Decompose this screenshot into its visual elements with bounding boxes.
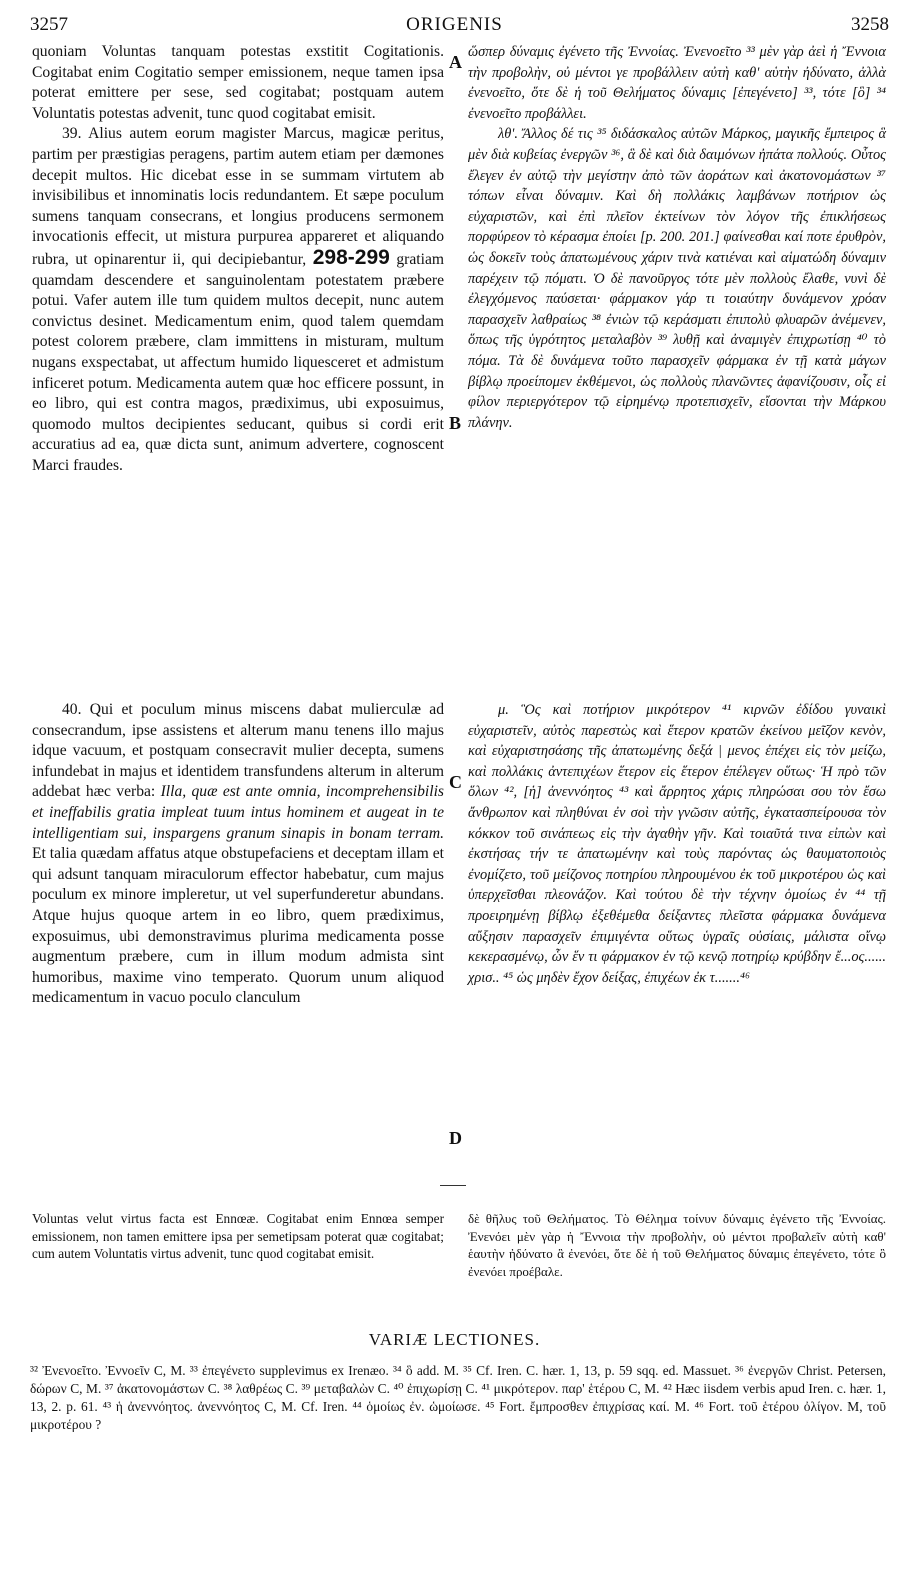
page-reference: 298-299 [312, 245, 390, 269]
section-divider [440, 1185, 466, 1186]
latin-paragraph-39-start: 39. Alius autem eorum magister Marcus, magicæ peritus, partim per præstigias peragens, partim autem etiam per dæmones decepit multos. Hic dicebat esse in se summam virtutem ab invisibilibus et innominatis locis redundantem. Et sæpe poculum sumens tanquam consecrans, et longius producens sermonem invocationis effecit, ut mistura purpurea appareret et aliquando rubra, ut opinarentur ii, qui decipiebantur, [32, 125, 444, 268]
greek-column-section-1 [468, 42, 886, 433]
latin-note-text: Voluntas velut virtus facta est Ennœæ. Cogitabat enim Ennœa semper emissionem, non tamen emittere ipsa per semetipsam poterat quæ cogitabat; cum autem Voluntatis virtus advenit, tunc quod cogitabat emisit. [32, 1211, 444, 1261]
greek-note-text: δὲ θῆλυς τοῦ Θελήματος. Τὸ Θέλημα τοίνυν δύναμις ἐγένετο τῆς Ἐννοίας. Ἐνενόει μὲν γὰρ ἡ Ἔννοια τὴν προβολὴν, οὐ μέντοι προβαλεῖν αὐτὴ καθ' ἑαυτὴν ἠδύνατο ἃ ἐνενόει, ὅτε δὲ ἡ τοῦ Θελήματος δύναμις ἐπεγένετο, τότε ὃ ἐνενόει προέβαλε. [468, 1211, 886, 1279]
latin-paragraph-39 [32, 124, 444, 476]
running-title: ORIGENIS [406, 14, 503, 35]
variae-lectiones-entries: ³² Ἐνενοεῖτο. Ἐννοεῖν C, M. ³³ ἐπεγένετο supplevimus ex Irenæo. ³⁴ ὃ add. M. ³⁵ Cf. Iren. C. hær. 1, 13, p. 59 sqq. ed. Massuet. ³⁶ ἐνεργῶν Christ. Petersen, δώρων C, M. ³⁷ ἀκατονομάστων C. ³⁸ λαθρέως C. ³⁹ μεταβαλὼν C. ⁴⁰ ἐπιχωρίσῃ C. ⁴¹ μικρότερον. παρ' ἑτέρου C, M. ⁴² Hæc iisdem verbis apud Iren. c. hær. 1, 13, 2. p. 61. ⁴³ ἡ ἀνεννόητος. ἀνεννόητος C, M. Cf. Iren. ⁴⁴ ὁμοίως ἐν. ὡμοίωσε. ⁴⁵ Fort. ἔμπροσθεν ἐπιχρίσας καί. M. ⁴⁶ Fort. τοῦ ἑτέρου ὀλίγον. M, τοῦ μικροτέρου ? [30, 1363, 886, 1432]
variae-lectiones-heading: VARIÆ LECTIONES. [368, 1330, 541, 1349]
latin-column-section-1 [32, 42, 444, 476]
latin-column-section-2 [32, 700, 444, 1009]
greek-paragraph-39: λθ'. Ἄλλος δέ τις ³⁵ διδάσκαλος αὐτῶν Μάρκος, μαγικῆς ἔμπειρος ἃ μὲν διὰ κυβείας ἐνεργῶν ³⁶, ἃ δὲ καὶ διὰ δαιμόνων ἠπάτα πολλούς. Οὗτος ἔλεγεν ἐν αὐτῷ τὴν μεγίστην ἀπὸ τῶν ἀοράτων καὶ ἀκατονομάστων ³⁷ τόπων εἶναι δύναμιν. Καὶ δὴ πολλάκις λαμβάνων ποτήριον ὡς εὐχαριστῶν, καὶ ἐπὶ πλεῖον ἐκτείνων τὸν λόγον τῆς ἐπικλήσεως πορφύρεον τὸ κέρασμα ἐποίει [p. 200. 201.] φαίνεσθαι καί ποτε ἐρυθρὸν, ὡς δοκεῖν τοὺς ἀπατωμένους χάριν τινὰ κατιέναι καὶ αἱματώδη δύναμιν παρέχειν τῷ πόματι. Ὁ δὲ πανοῦργος τότε μὲν πολλοὺς ἔλαθε, νυνὶ δὲ ἐλεγχόμενος παύσεται· φάρμακον γάρ τι τοιαύτην δυνάμενον χρόαν παρασχεῖν λαθραίως ³⁸ ἐνιὼν τῷ κεράσματι ἐπιπολὺ φλυαρῶν ἀνέμενεν, ὅπως τῆς ὑγρότητος μεταλαβὸν ³⁹ λυθῇ καὶ ἀναμιγὲν ἐπιχρωτίσῃ ⁴⁰ τὸ πόμα. Τὰ δὲ δυνάμενα τοῦτο παρασχεῖν φάρμακα ἐν τῇ κατὰ μάγων βίβλῳ προείπομεν ἐκθέμενοι, ὡς πολλοὺς πλανῶντες ἀφανίζουσιν, οἷς εἰ φίλον περιεργότερον τῷ εἰρημένῳ προτεπισχεῖν, εἴσονται τὴν Μάρκου πλάνην. [468, 126, 886, 431]
latin-quoted-prayer: Illa, quæ est ante omnia, incomprehensibilis et ineffabilis gratia impleat tuum intus hominem et augeat in te intelligentiam sui, inspargens granum sinapis in bonam terram. [32, 783, 444, 842]
margin-marker-d: D [449, 1128, 462, 1148]
variae-lectiones-text [30, 1362, 886, 1434]
latin-paragraph-39-end: gratiam quamdam descendere et sanguinolentam potestatem præbere potui. Vafer autem ille tum quidem multos decepit, nunc autem convictus desinet. Medicamentum enim, quod talem quemdam potest colorem præbere, clam immittens in misturam, multum nugans exspectabat, ut affectum humido liquesceret et admistum inficeret potum. Medicamenta autem quæ hoc efficere possunt, in eo libro, qui est contra magos, prædiximus, ubi exposuimus, quomodo multos decipientes seducant, quibus si cordi erit accuratius ad ea, quæ dicta sunt, animum advertere, cognoscent Marci fraudes. [32, 250, 445, 474]
latin-paragraph-continuation: quoniam Voluntas tanquam potestas exstitit Cogitationis. Cogitabat enim Cogitatio semper emissionem, neque tamen ipsa poterat emittere per sese, sed cogitabat; postquam autem Voluntatis potestas advenit, tunc quod cogitabat emisit. [32, 43, 444, 122]
margin-marker-c: C [449, 772, 462, 792]
margin-marker-a: A [449, 52, 462, 72]
greek-column-section-2 [468, 700, 886, 988]
latin-paragraph-40 [32, 700, 444, 1009]
greek-column-section-3 [468, 1210, 886, 1280]
greek-paragraph-continuation: ὥσπερ δύναμις ἐγένετο τῆς Ἐννοίας. Ἐνενοεῖτο ³³ μὲν γὰρ ἀεὶ ἡ Ἔννοια τὴν προβολὴν, οὐ μέντοι γε προβάλλειν αὐτὴ καθ' αὑτὴν ἠδύνατο, ἀλλὰ ἐνενοεῖτο, ὅτε δὲ ἡ τοῦ Θελήματος δύναμις [ἐπεγένετο] ³³, τότε [ὃ] ³⁴ ἐνενοεῖτο προβάλλει. [468, 44, 886, 122]
latin-paragraph-40-start: 40. Qui et poculum minus miscens dabat mulierculæ ad consecrandum, ipse assistens et alterum manu tenens illo majus idque vacuum, et postquam consecravit mulier decepta, sumens infundebat in majus et identidem transfundens alterum in alterum addebat hæc verba: [32, 701, 444, 801]
greek-paragraph-40: μ. Ὃς καὶ ποτήριον μικρότερον ⁴¹ κιρνῶν ἐδίδου γυναικὶ εὐχαριστεῖν, αὐτὸς παρεστὼς καὶ ἕτερον κρατῶν ἐκείνου μεῖζον κενὸν, καὶ εὐχαριστησάσης τῆς ἀπατωμένης δεξά | μενος ἐπέχει εἰς τὸν μείζω, καὶ πολλάκις ἀντεπιχέων ἕτερον εἰς ἕτερον ἐπέλεγεν οὕτως· Ἡ πρὸ τῶν ὅλων ⁴², [ἡ] ἀνεννόητος ⁴³ καὶ ἄρρητος χάρις πληρώσαι σου τὸν ἔσω ἄνθρωπον καὶ πληθύναι ἐν σοὶ τὴν γνῶσιν αὐτῆς, ἐγκατασπείρουσα τὸν κόκκον τοῦ σινάπεως εἰς τὴν ἀγαθὴν γῆν. Καὶ τοιαῦτά τινα εἰπὼν καὶ ἐκστήσας τήν τε ἀπατωμένην καὶ τοὺς παρόντας ὡς θαυματοποιὸς ἐνομίζετο, τοῦ μείζονος ποτηρίου πληρουμένου ἐκ τοῦ μικροτέρου ὡς καὶ ὑπερχεῖσθαι πλεονάζον. Καὶ τούτου δὲ τὴν τέχνην ὁμοίως ἐν ⁴⁴ τῇ προειρημένῃ βίβλῳ ἐξεθέμεθα δείξαντες πλεῖστα φάρμακα δυνάμενα αὔξησιν παρασχεῖν ἐπιμιγέντα οὕτως ὑγραῖς οὐσίαις, μάλιστα οἴνῳ κεκερασμένῳ, ὧν ἕν τι φάρμακον ἐν τῷ κενῷ ποτηρίῳ κρύβδην ἔ...ος...... χρισ.. ⁴⁵ ὡς μηδὲν ἔχον δείξας, ἐπιχέων ἐκ τ.......⁴⁶ [468, 702, 886, 986]
latin-column-section-3 [32, 1210, 444, 1263]
margin-marker-b: B [449, 413, 462, 433]
right-page-number: 3258 [851, 14, 889, 35]
latin-paragraph-40-end: Et talia quædam affatus atque obstupefaciens et deceptam illam et qui adsunt tanquam miraculorum effector habebatur, cum majus poculum ex minore impleretur, ut vel superfunderetur abundans. Atque hujus quoque artem in eo libro, quem prædiximus, exposuimus, ubi demonstravimus plurima medicamenta posse augmentum præbere, cum in illum modum admista sint humoribus, maxime vino temperato. Quorum unum aliquod medicamentum in vacuo poculo clanculum [32, 845, 444, 1007]
left-page-number: 3257 [30, 14, 68, 35]
